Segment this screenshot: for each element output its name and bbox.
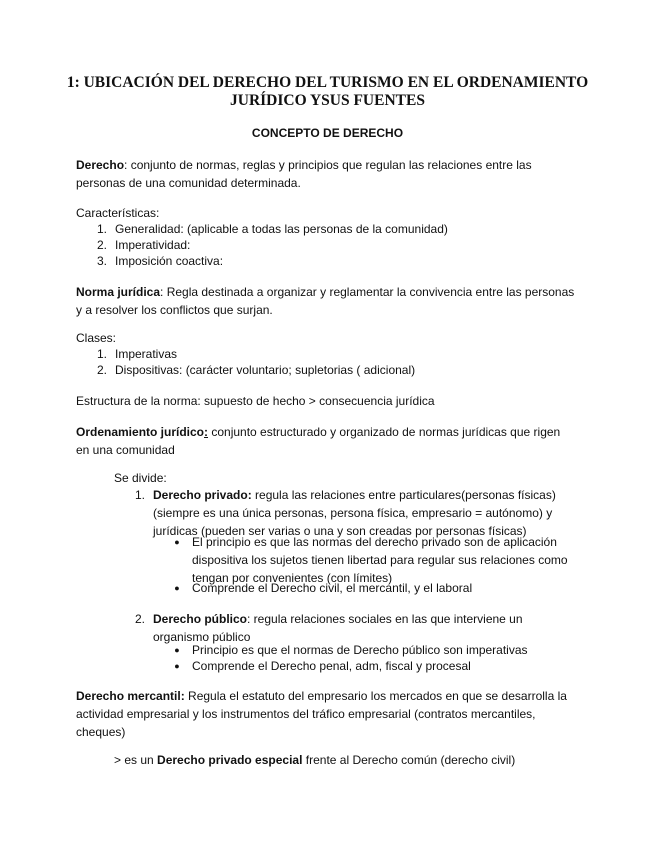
ordenamiento-term: Ordenamiento jurídico	[76, 425, 205, 439]
especial-term: Derecho privado especial	[157, 753, 303, 767]
clases-label: Clases:	[76, 331, 117, 345]
norma-definition	[76, 283, 581, 319]
section-subtitle: CONCEPTO DE DERECHO	[251, 126, 404, 140]
mercantil-text: Regula el estatuto del empresario los mercados en que se desarrolla la actividad empresarial y los instrumentos del tráfico empresarial (contratos mercantiles, cheques)	[76, 689, 567, 739]
publico-bullet: Comprende el Derecho penal, adm, fiscal y procesal	[192, 659, 471, 673]
publico-term: Derecho público	[153, 612, 248, 626]
list-number: 3.	[96, 254, 107, 268]
bullet-icon: ●	[174, 661, 180, 671]
divide-label: Se divide:	[114, 471, 167, 485]
derecho-term: Derecho	[76, 158, 125, 172]
publico-description: : regula relaciones sociales en las que interviene un organismo público	[153, 612, 523, 644]
privado-bullet: Comprende el Derecho civil, el mercantil, y el laboral	[192, 581, 473, 595]
list-item: Imperatividad:	[115, 238, 191, 252]
bullet-icon: ●	[174, 583, 180, 593]
derecho-definition	[76, 156, 581, 192]
list-number: 2.	[134, 612, 145, 626]
ordenamiento-text: conjunto estructurado y organizado de normas jurídicas que rigen en una comunidad	[76, 425, 561, 457]
list-item: Dispositivas: (carácter voluntario; supletorias ( adicional)	[115, 363, 416, 377]
privado-term: Derecho privado:	[153, 488, 252, 502]
list-number: 2.	[96, 238, 107, 252]
ordenamiento-punct: :	[204, 425, 209, 439]
list-item: Generalidad: (aplicable a todas las personas de la comunidad)	[115, 222, 448, 236]
bullet-icon: ●	[174, 537, 180, 547]
ordenamiento-definition	[76, 423, 576, 459]
privado-text	[153, 486, 568, 540]
norma-text: : Regla destinada a organizar y reglamentar la convivencia entre las personas y a resolver los conflictos que surjan.	[76, 285, 575, 317]
list-number: 2.	[96, 363, 107, 377]
publico-bullet: Principio es que el normas de Derecho público son imperativas	[192, 643, 528, 657]
list-number: 1.	[96, 347, 107, 361]
especial-suffix: frente al Derecho común (derecho civil)	[302, 753, 516, 767]
norma-term: Norma jurídica	[76, 285, 161, 299]
list-item: Imperativas	[115, 347, 178, 361]
caracteristicas-label: Características:	[76, 206, 160, 220]
estructura-line: Estructura de la norma: supuesto de hecho > consecuencia jurídica	[76, 394, 435, 408]
especial-prefix: > es un	[114, 753, 158, 767]
document-title: 1: UBICACIÓN DEL DERECHO DEL TURISMO EN EL ORDENAMIENTO JURÍDICO YSUS FUENTES	[66, 74, 589, 109]
mercantil-definition	[76, 687, 581, 741]
privado-description: regula las relaciones entre particulares(personas físicas) (siempre es una única personas, persona física, empresario = autónomo) y jurídicas (pueden ser varias o una y son creadas por personas físicas)	[153, 488, 556, 538]
mercantil-term: Derecho mercantil:	[76, 689, 185, 703]
privado-bullet: El principio es que las normas del derecho privado son de aplicación dispositiva los sujetos tienen libertad para regular sus relaciones como tengan por convenientes (con límites)	[192, 535, 568, 585]
list-number: 1.	[134, 488, 145, 502]
especial-line	[114, 751, 515, 769]
list-number: 1.	[96, 222, 107, 236]
list-item: Imposición coactiva:	[115, 254, 224, 268]
bullet-icon: ●	[174, 645, 180, 655]
derecho-text: : conjunto de normas, reglas y principios que regulan las relaciones entre las personas de una comunidad determinada.	[76, 158, 532, 190]
